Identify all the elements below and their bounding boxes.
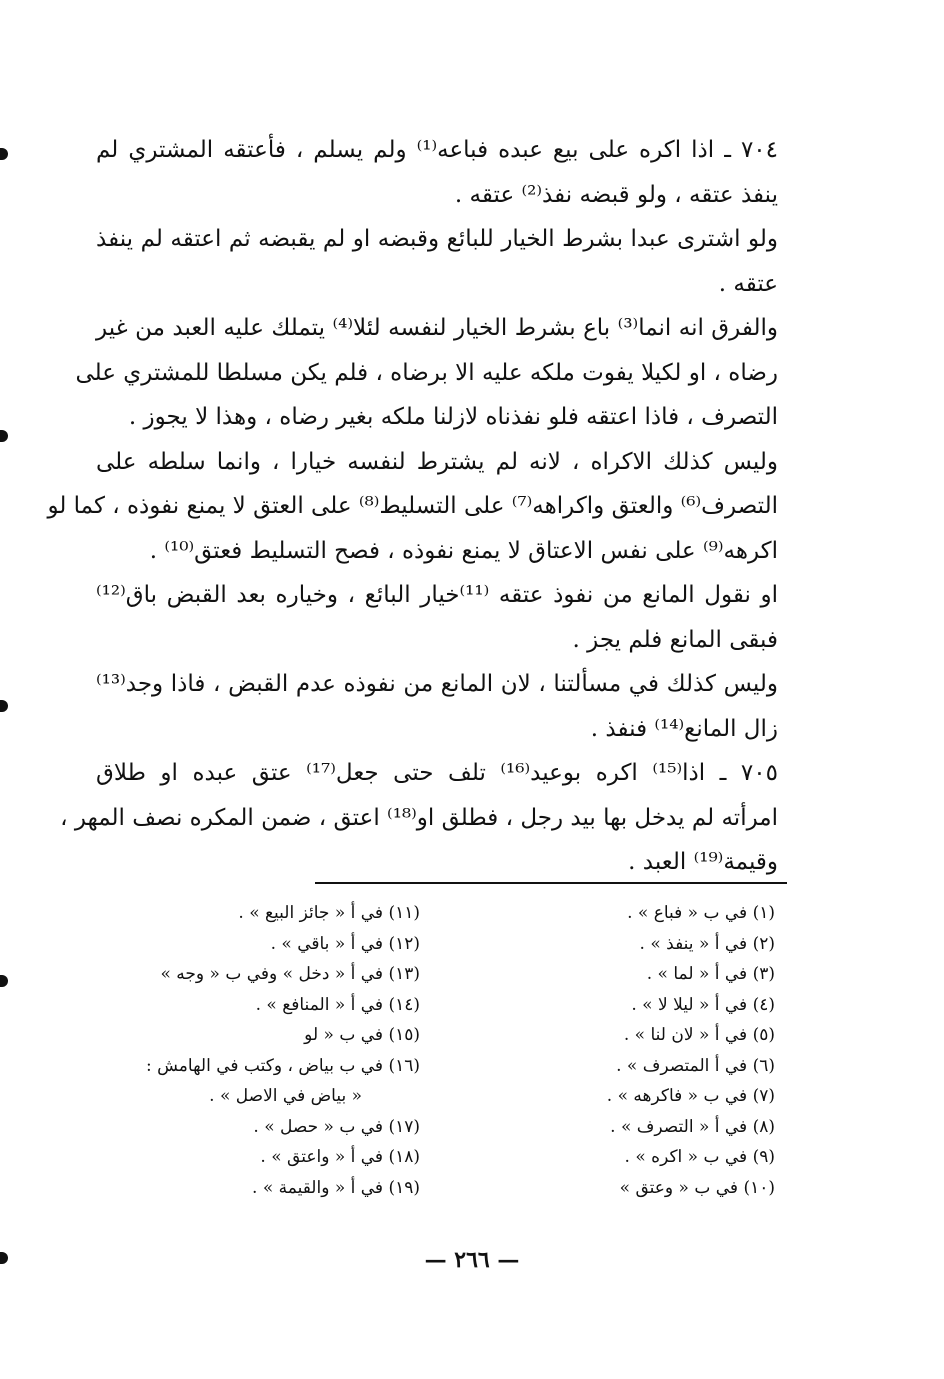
text-line: ٧٠٤ ـ اذا اكره على بيع عبده فباعه⁽¹⁾ ولم يسلم ، فأعتقه المشتري لم <box>96 137 779 163</box>
footnote: (١٥) في ب « لو <box>304 1025 420 1045</box>
paragraph <box>96 573 778 662</box>
footnote: (١٣) في أ « دخل » وفي ب « وجه » <box>160 964 420 984</box>
footnote: (١٤) في أ « المنافع » . <box>255 994 420 1015</box>
footnote: (١٨) في أ « واعتق » . <box>260 1147 420 1167</box>
paragraph-705 <box>60 751 778 885</box>
footnote: (٣) في أ « لما » . <box>646 964 775 984</box>
footnotes-right-column <box>560 898 775 1203</box>
footnote: (١١) في أ « جائز البيع » . <box>238 903 420 923</box>
footnote: (١) في ب « فباع » . <box>627 903 775 923</box>
footnote: (٤) في أ « ليلا لا » . <box>631 994 775 1015</box>
text-line: امرأته لم يدخل بها بيد رجل ، فطلق او⁽¹⁸⁾ اعتق ، ضمن المكره نصف المهر ، <box>60 804 778 831</box>
text-line: وليس كذلك في مسألتنا ، لان المانع من نفوذه عدم القبض ، فاذا وجد⁽¹³⁾ <box>96 671 778 697</box>
margin-mark <box>0 975 8 987</box>
text-line: ولو اشترى عبدا بشرط الخيار للبائع وقبضه او لم يقبضه ثم اعتقه لم ينفذ <box>96 226 778 252</box>
paragraph <box>47 440 778 574</box>
footnote: (٦) في أ المتصرف » . <box>616 1055 775 1076</box>
text-line: زال المانع⁽¹⁴⁾ فنفذ . <box>590 715 778 742</box>
text-line: التصرف⁽⁶⁾ والعتق واكراهه⁽⁷⁾ على التسليط⁽⁸⁾ على العتق لا يمنع نفوذه ، كما لو <box>47 493 778 519</box>
footnote: (١٢) في أ « باقي » . <box>270 933 420 954</box>
footnote: (٢) في أ « ينفذ » . <box>639 933 775 954</box>
main-text <box>47 128 779 885</box>
footnote: (٨) في أ « التصرف » . <box>610 1116 775 1137</box>
paragraph-704 <box>96 128 778 217</box>
text-line: عتقه . <box>718 270 778 297</box>
paragraph <box>96 662 778 751</box>
text-line: وقيمة⁽¹⁹⁾ العبد . <box>628 849 778 875</box>
text-line: او نقول المانع من نفوذ عتقه ⁽¹¹⁾خيار البائع ، وخياره بعد القبض باق⁽¹²⁾ <box>96 582 778 608</box>
text-line: فبقى المانع فلم يجز . <box>572 626 778 653</box>
footnote: (٧) في ب « فاكرهه » . <box>606 1086 775 1106</box>
paragraph <box>96 217 778 306</box>
footnote: (٩) في ب « اكره » . <box>624 1147 775 1167</box>
paragraph <box>75 306 778 440</box>
text-line: ٧٠٥ ـ اذا⁽¹⁵⁾ اكره بوعيد⁽¹⁶⁾ تلف حتى جعل⁽¹⁷⁾ عتق عبده او طلاق <box>96 760 778 786</box>
text-line: وليس كذلك الاكراه ، لانه لم يشترط لنفسه خيارا ، وانما سلطه على <box>96 448 778 475</box>
text-line: اكرهه⁽⁹⁾ على نفس الاعتاق لا يمنع نفوذه ، فصح التسليط فعتق⁽¹⁰⁾ . <box>149 537 778 564</box>
footnote: (١٦) في ب بياض ، وكتب في الهامش : <box>146 1055 420 1076</box>
text-line: والفرق انه انما⁽³⁾ باع بشرط الخيار لنفسه لئلا⁽⁴⁾ يتملك عليه العبد من غير <box>96 315 778 341</box>
footnote: (١٩) في أ « والقيمة » . <box>252 1177 420 1198</box>
text-line: التصرف ، فاذا اعتقه فلو نفذناه لازلنا ملكه بغير رضاه ، وهذا لا يجوز . <box>128 404 778 430</box>
text-line: رضاه ، او لكيلا يفوت ملكه عليه الا برضاه ، فلم يكن مسلطا للمشتري على <box>75 359 778 386</box>
footnotes-left-column <box>96 898 420 1203</box>
footnote: (١٧) في ب « حصل » . <box>253 1116 420 1137</box>
footnote-divider <box>315 882 787 884</box>
margin-mark <box>0 700 8 712</box>
margin-mark <box>0 148 8 160</box>
footnote: (٥) في أ « لان لنا » . <box>623 1025 775 1045</box>
footnote: (١٠) في ب « وعتق » <box>619 1177 775 1198</box>
text-line: ينفذ عتقه ، ولو قبضه نفذ⁽²⁾ عتقه . <box>454 181 778 208</box>
footnote-continuation: « بياض في الاصل » . <box>209 1086 362 1106</box>
margin-mark <box>0 430 8 442</box>
page-number: — ٢٦٦ — <box>424 1247 520 1273</box>
